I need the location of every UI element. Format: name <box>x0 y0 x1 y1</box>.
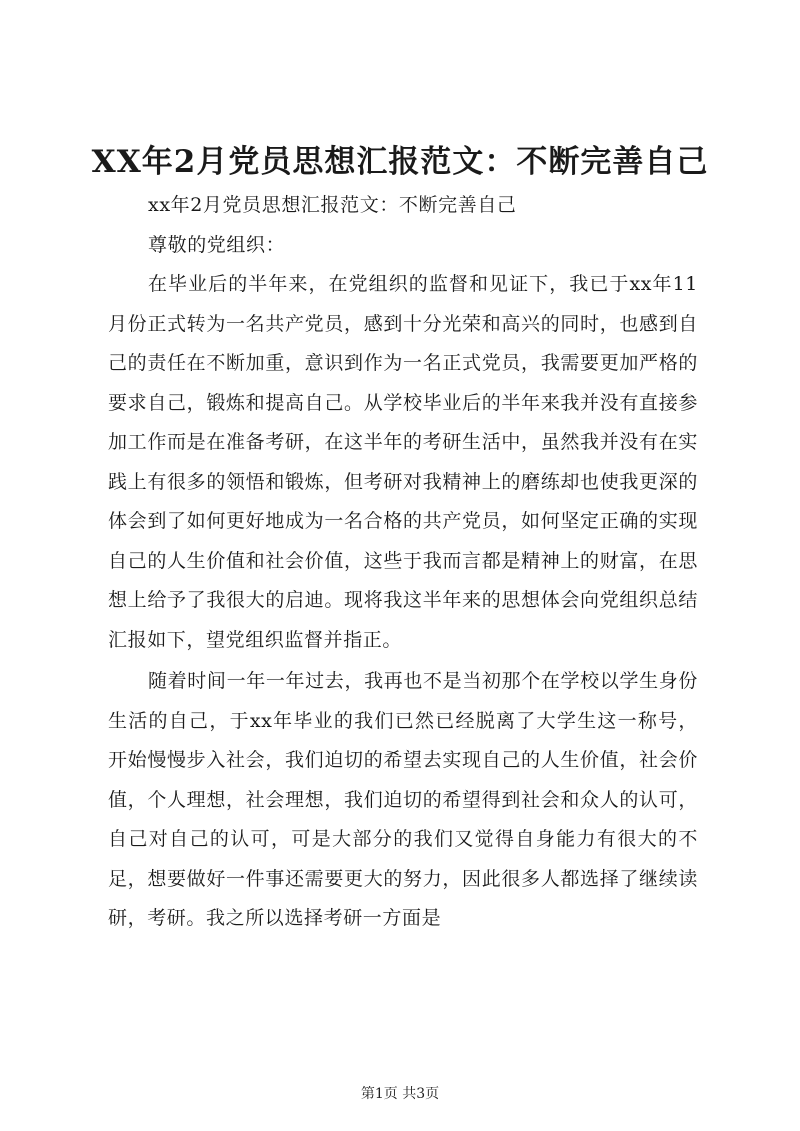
subtitle-paragraph: xx年2月党员思想汇报范文：不断完善自己 <box>148 194 517 216</box>
document-title: XX年2月党员思想汇报范文：不断完善自己 <box>91 144 709 180</box>
body-paragraph: 在毕业后的半年来，在党组织的监督和见证下，我已于xx年11月份正式转为一名共产党员，感到十分光荣和高兴的同时，也感到自己的责任在不断加重，意识到作为一名正式党员，我需要更加严格的要求自己，锻炼和提高自己。从学校毕业后的半年来我并没有直接参加工作而是在准备考研，在这半年的考研生活中，虽然我并没有在实践上有很多的领悟和锻炼，但考研对我精神上的磨练却也使我更深的体会到了如何更好地成为一名合格的共产党员，如何坚定正确的实现自己的人生价值和社会价值，这些于我而言都是精神上的财富，在思想上给予了我很大的启迪。现将我这半年来的思想体会向党组织总结汇报如下，望党组织监督并指正。 <box>108 273 698 651</box>
page-footer <box>0 1084 800 1104</box>
salutation-paragraph: 尊敬的党组织： <box>148 233 286 256</box>
page-number-label: 第1页 共3页 <box>360 1086 440 1102</box>
document-body <box>108 186 698 939</box>
body-paragraph: 随着时间一年一年过去，我再也不是当初那个在学校以学生身份生活的自己，于xx年毕业的我们已然已经脱离了大学生这一称号，开始慢慢步入社会，我们迫切的希望去实现自己的人生价值，社会价值，个人理想，社会理想，我们迫切的希望得到社会和众人的认可，自己对自己的认可，可是大部分的我们又觉得自身能力有很大的不足，想要做好一件事还需要更大的努力，因此很多人都选择了继续读研，考研。我之所以选择考研一方面是 <box>108 670 698 929</box>
